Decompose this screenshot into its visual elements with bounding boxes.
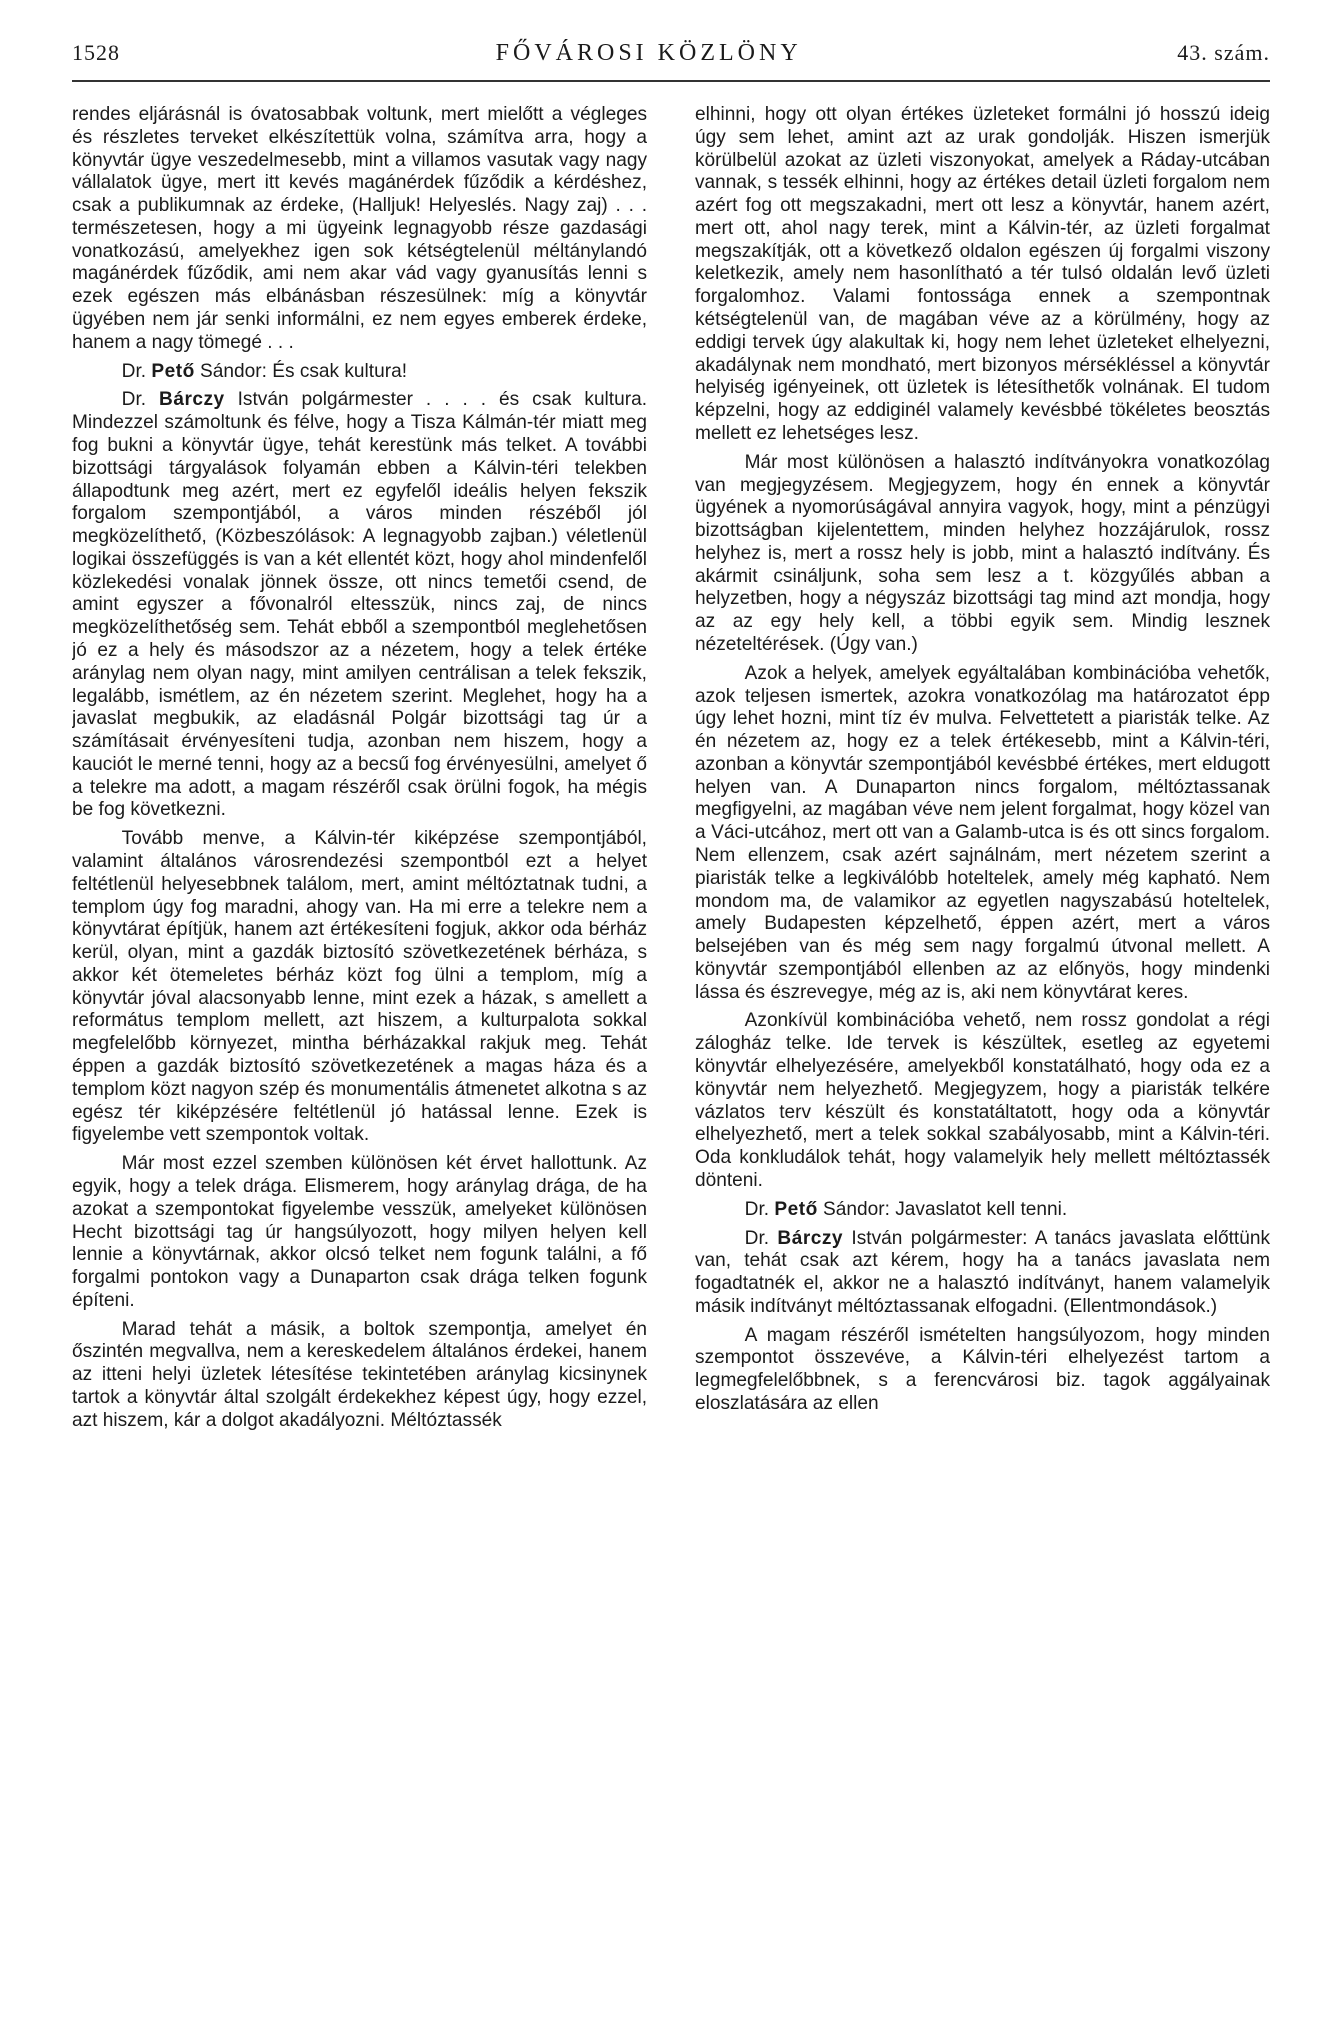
speaker-prefix: Dr. bbox=[121, 389, 160, 411]
journal-title: FŐVÁROSI KÖZLÖNY bbox=[495, 40, 802, 66]
header-rule bbox=[72, 80, 1270, 82]
paragraph: Azok a helyek, amelyek egyáltalában kombinációba vehetők, azok teljesen ismertek, azokra vonatkozólag ma határozatot épp úgy lehet hozni, mint tíz év mulva. Felvettetett a piaristák telke. Az én nézetem az, hogy ez a telek értékesebb, mint a Kálvin-téri, azonban a könyvtár szempontjából kevésbbé értékes, mert eldugott helyen van. A Dunaparton nincs forgalom, méltóztassanak megfigyelni, az magában véve nem jelent forgalmat, hogy közel van a Váci-utcához, mert ott van a Galamb-utca is és ott sincs forgalom. Nem ellenzem, csak azért sajnálnám, mert nézetem szerint a piaristák telke a legkiválóbb hoteltelek, amely még kapható. Nem mondom ma, de valamikor az egyetlen nagyszabású hoteltelek, amely Budapesten képzelhető, éppen azért, mert a város belsejében van és még sem nagy forgalmú útvonal mellett. A könyvtár szempontjából ellenben az az előnyös, hogy mindenki lássa és észrevegye, még az is, aki nem könyvtárat keres. bbox=[695, 662, 1270, 1003]
speech-text: Sándor: Javaslatot kell tenni. bbox=[817, 1198, 1068, 1220]
speaker-paragraph bbox=[72, 389, 647, 822]
paragraph: elhinni, hogy ott olyan értékes üzleteket formálni jó hosszú ideig úgy sem lehet, amint azt az urak gondolják. Hiszen ismerjük körülbelül azokat az üzleti viszonyokat, amelyek a Ráday-utcában vannak, s tessék elhinni, hogy az értékes detail üzleti forgalom nem azért fog ott megszakadni, mert ott lesz a könyvtár, hanem azért, mert ott, ahol nagy terek, mint a Kálvin-tér, az üzleti forgalmat megszakítják, ott a következő oldalon egészen új forgalmi viszony keletkezik, amely nem hasonlítható a tér tulsó oldalán levő üzleti forgalomhoz. Valami fontossága ennek a szempontnak kétségtelenül van, de magában véve az a körülmény, hogy az eddigi tervek úgy alakultak ki, hogy nem lehet üzleteket elhelyezni, akadálynak nem mondható, mert bizonyos mérsékléssel a könyvtár helyiség igényeinek, ott üzletek is létesíthetők volnának. El tudom képzelni, hogy az eddiginél valamely kevésbbé tökéletes beosztás mellett ez lehetséges lesz. bbox=[695, 104, 1270, 444]
paragraph: Már most különösen a halasztó indítványokra vonatkozólag van megjegyzésem. Megjegyzem, hogy én ennek a könyvtár ügyének a nyomorúságával annyira vagyok, hogy, mint a pénzügyi bizottságban kijelentettem, minden helyhez hozzájárulok, rossz helyhez is, mert a rossz hely is jobb, mint a halasztó indítvány. És akármit csináljunk, soha sem lesz a t. közgyűlés abban a helyzetben, hogy a négyszáz bizottsági tag mind azt mondja, hogy az az egy hely kell, a többi egyik sem. Mindig lesznek nézeteltérések. (Úgy van.) bbox=[695, 451, 1270, 655]
speech-text: Sándor: És csak kultura! bbox=[194, 360, 408, 382]
speaker-paragraph bbox=[72, 361, 647, 384]
speaker-name: Bárczy bbox=[159, 389, 225, 411]
left-column bbox=[72, 104, 647, 1984]
speaker-paragraph bbox=[695, 1228, 1270, 1319]
speaker-prefix: Dr. bbox=[744, 1227, 778, 1249]
paragraph: A magam részéről ismételten hangsúlyozom, hogy minden szempontot összevéve, a Kálvin-téri elhelyezést tartom a legmegfelelőbbnek, s a ferencvárosi biz. tagok aggályainak eloszlatására az ellen bbox=[695, 1324, 1270, 1414]
paragraph: Tovább menve, a Kálvin-tér kiképzése szempontjából, valamint általános városrendezési szempontból ezt a helyet feltétlenül helyesebbnek találom, mert, amint méltóztatnak tudni, a templom úgy fog maradni, ahogy van. Ha mi erre a telekre nem a könyvtárat építjük, hanem azt értékesíteni fogjuk, akkor oda bérház kerül, olyan, mint a gazdák biztosító szövetkezetének bérháza, s akkor két ötemeletes bérház közt fog ülni a templom, míg a könyvtár jóval alacsonyabb lenne, mint ezek a házak, s amellett a református templom mellett, azt hiszem, a kulturpalota sokkal megfelelőbb környezet, mintha bérházakkal rakjuk meg. Tehát éppen a gazdák biztosító szövetkezetének a magas háza és a templom közt nagyon szép és monumentális átmenetet alkotna s az egész tér kiképzésére feltétlenül jó hatással lenne. Ezek is figyelembe vett szempontok voltak. bbox=[72, 828, 647, 1146]
speaker-prefix: Dr. bbox=[121, 360, 152, 382]
right-column bbox=[695, 104, 1270, 1984]
paragraph: rendes eljárásnál is óvatosabbak voltunk, mert mielőtt a végleges és részletes terveket elkészítettük volna, számítva arra, hogy a könyvtár ügye veszedelmesebb, mint a villamos vasutak vagy nagy vállalatok ügye, mert itt kevés magánérdek fűződik a kérdéshez, csak a publikumnak az érdeke, (Halljuk! Helyeslés. Nagy zaj) . . . természetesen, hogy a mi ügyeink legnagyobb része gazdasági vonatkozású, amelyekhez igen sok kétségtelenül méltánylandó magánérdek fűződik, ami nem akar vád vagy gyanusítás lenni s ezek egészen más elbánásban részesülnek: míg a könyvtár ügyében nem jár senki informálni, ez nem egyes emberek érdeke, hanem a nagy tömegé . . . bbox=[72, 104, 647, 353]
speaker-paragraph bbox=[695, 1199, 1270, 1222]
speech-text: István polgármester . . . . és csak kultura. Mindezzel számoltunk és félve, hogy a Tisza Kálmán-tér miatt meg fog bukni a könyvtár ügye, tehát kerestünk más telket. A további bizottsági tárgyalások folyamán ebben a Kálvin-téri telekben állapodtunk meg azért, mert ez egyfelől ideális helyen fekszik forgalom szempontjából, a város minden részéből jól megközelíthető, (Közbeszólások: A legnagyobb zajban.) véletlenül logikai összefüggés is van a két ellentét közt, hogy ahol mindenfelől közlekedési vonalak jönnek össze, ott nincs temetői csend, de amint egyszer a fővonalról eltesszük, nincs zaj, de nincs megközelíthetőség sem. Tehát ebből a szempontból meglehetősen jó ez a hely és másodszor az a nézetem, hogy a telek értéke aránylag nem olyan nagy, mint amilyen centrálisan a telek fekszik, legalább, ismétlem, az én nézetem szerint. Meglehet, hogy ha a javaslat megbukik, az eladásnál Polgár bizottsági tag úr a számításait érvényesíteni tudja, azonban nem hiszem, hogy a kauciót le merné tenni, hogy az a becsű fog érvényesülni, amelyet ő a telekre ma adott, a magam részéről csak örülni fogok, ha mégis be fog következni. bbox=[72, 389, 647, 821]
speaker-name: Bárczy bbox=[777, 1227, 844, 1249]
paragraph: Azonkívül kombinációba vehető, nem rossz gondolat a régi zálogház telke. Ide tervek is készültek, esetleg az egyetemi könyvtár elhelyezésére, amelyekből konstatálható, hogy oda ez a könyvtár nem helyezhető. Megjegyzem, hogy a piaristák telkére vázlatos terv készült és konstatáltatott, hogy oda a könyvtár elhelyezhető, mert a telek sokkal szabályosabb, mint a Kálvin-téri. Oda konkludálok tehát, hogy valamelyik hely mellett méltóztassék dönteni. bbox=[695, 1010, 1270, 1191]
page-number: 1528 bbox=[72, 40, 120, 65]
speaker-name: Pető bbox=[151, 360, 195, 382]
page-header bbox=[72, 40, 1270, 74]
paragraph: Marad tehát a másik, a boltok szempontja, amelyet én őszintén megvallva, nem a kereskedelem általános érdekei, hanem az itteni helyi üzletek létesítése tekintetében aránylag kicsinynek tartok a könyvtár által szolgált érdekekhez képest úgy, hogy ezzel, azt hiszem, kár a dolgot akadályozni. Méltóztassék bbox=[72, 1318, 647, 1431]
speech-text: István polgármester: A tanács javaslata előttünk van, tehát csak azt kérem, hogy ha a tanács javaslata nem fogadtatnék el, akkor ne a halasztó indítványt, hanem valamelyik másik indítványt méltóztassanak elfogadni. (Ellentmondások.) bbox=[695, 1227, 1270, 1317]
issue-number: 43. szám. bbox=[1177, 40, 1270, 65]
speaker-name: Pető bbox=[774, 1198, 818, 1220]
paragraph: Már most ezzel szemben különösen két érvet hallottunk. Az egyik, hogy a telek drága. Elismerem, hogy aránylag drága, de ha azokat a szempontokat figyelembe vesszük, amelyeket különösen Hecht bizottsági tag úr hangsúlyozott, hogy milyen helyen kell lennie a könyvtárnak, akkor olcsó telket nem fogunk találni, a fő forgalmi pontokon vagy a Dunaparton csak drága telken fogunk építeni. bbox=[72, 1153, 647, 1311]
speaker-prefix: Dr. bbox=[744, 1198, 775, 1220]
